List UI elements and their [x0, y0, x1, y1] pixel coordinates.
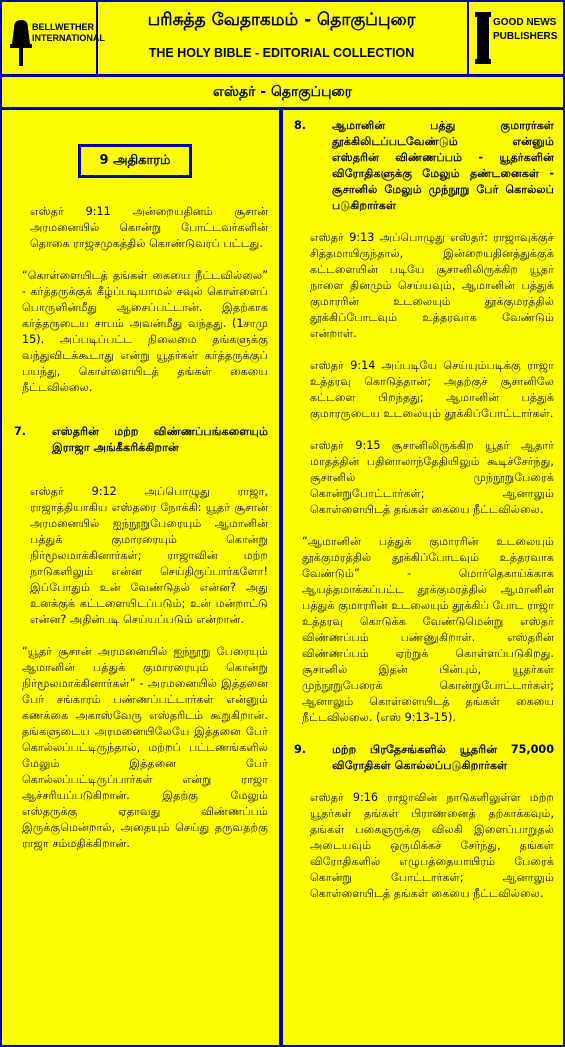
- section-title: மற்ற பிரதேசங்களில் யூதரின் 75,000 விரோதிகள் கொல்லப்படுகிறார்கள்: [332, 743, 554, 772]
- verse-9-13: எஸ்தர் 9:13 அப்பொழுது எஸ்தர்: ராஜாவுக்குச் சித்தமாயிருந்தால், இன்றையதினத்துக்குக் கட்டளையின் படியே சூசானிலிருக்கிற யூதர் நாளை தினமும் செய்யவும், ஆமானின் பத்துக் குமாரரின் உடலையும் தூக்குமரத்தில் தூக்கிப்போடவும் உத்தரவாக வேண்டும் என்றாள்.: [310, 231, 554, 340]
- left-logo-text: BELLWETHER INTERNATIONAL: [32, 22, 105, 43]
- right-logo-text: GOOD NEWS PUBLISHERS: [493, 17, 558, 42]
- verse-9-15: எஸ்தர் 9:15 சூசானிலிருக்கிற யூதர் ஆதார் மாதத்தின் பதினாலாந்தேதியிலும் கூடிச்சேர்ந்து, சூசானில் முந்நூறுபேரைக் கொன்றுபோட்டார்கள்; ஆனாலும் கொள்ளையிடத் தங்கள் கையை நீட்டவில்லை.: [310, 439, 554, 516]
- section-title: ஆமானின் பத்து குமாரர்கள் தூக்கிலிடப்படவேண்டும் என்னும் எஸ்தரின் விண்ணப்பம் - யூதர்களின் விரோதிகளுக்கு மேலும் தண்டனைகள் - சூசானில் மேலும் முந்நூறு பேர் கொல்லப் படுகிறார்கள்: [332, 119, 554, 212]
- section-heading-7: [14, 424, 268, 456]
- chapter-box: 9 அதிகாரம்: [78, 144, 192, 178]
- bellwether-logo: [2, 2, 105, 74]
- commentary-paragraph: “யூதர் சூசான் அரமனையில் ஐந்நூறு பேரையும் ஆமானின் பத்துக் குமாரரையும் கொன்று நிர்மூலமாக்கினார்கள்” - அரமனையில் இத்தனை பேர் சங்காரம் பண்ணப்பட்டார்கள் என்னும் கணக்கை அகாஸ்வேரு எஸ்தரிடம் கூறுகிறான். தங்களுடைய அரமனையிலேயே இத்தனை பேர் கொல்லப்பட்டிருந்தால், மற்றப் பட்டணங்களில் மேலும் இத்தனை பேர் கொல்லப்பட்டிருப்பார்கள் என்று ராஜா ஆச்சரியப்படுகிறான். இதற்கு மேலும் எஸ்தருக்கு ஏதாவது விண்ணப்பம் இருக்குமென்றால், அதையும் செய்து தருவதற்கு ராஜா சம்மதிக்கிறான்.: [22, 645, 268, 850]
- verse-9-14: எஸ்தர் 9:14 அப்படியே செய்யும்படிக்கு ராஜா உத்தரவு கொடுத்தான்; அதற்குச் சூசானிலே கட்டளை பிறந்தது; ஆமானின் பத்துக் குமாரருடைய உடலையும் தூக்கிப்போட்டார்கள்.: [310, 359, 554, 420]
- english-title: THE HOLY BIBLE - EDITORIAL COLLECTION: [148, 46, 415, 60]
- column-divider: [279, 110, 283, 1045]
- section-title: எஸ்தரின் மற்ற விண்ணப்பங்களையும் இராஜா அங்கீகரிக்கிறான்: [52, 425, 268, 454]
- section-number: 8.: [294, 119, 307, 132]
- verse-9-12: எஸ்தர் 9:12 அப்பொழுது ராஜா, ராஜாத்தியாகிய எஸ்தரை நோக்கி: யூதர் சூசான் அரமனையில் ஐந்நூறுபேரையும் ஆமானின் பத்துக் குமாரரையும் கொன்று நிர்மூலமாக்கினார்கள்; ராஜாவின் மற்ற நாடுகளிலும் என்ன செய்திருப்பார்களோ! இப்போதும் உன் வேண்டுதல் என்ன? அது உனக்குக் கட்டளையிடப்படும்; உன் மன்றாட்டு என்ன? அதின்படி செய்யப்படும் என்றான்.: [30, 485, 268, 626]
- verse-9-11: எஸ்தர் 9:11 அன்றையதினம் சூசான் அரமனையில் கொன்று போட்டவர்களின் தொகை ராஜசமுகத்தில் கொண்டுவரப் பட்டது.: [30, 205, 268, 250]
- good-news-logo: [467, 2, 565, 74]
- commentary-paragraph: “கொள்ளையிடத் தங்கள் கையை நீட்டவில்லை” - கர்த்தருக்குக் கீழ்ப்படியாமல் சவுல் கொள்ளைப் பொருளின்மீது ஆசைப்பட்டான். இதற்காக கர்த்தருடைய சாபம் அவன்மீது வந்தது. (1சாமு 15). அப்படிப்பட்ட நிலைமை தங்களுக்கு வந்துவிடக்கூடாது என்று யூதர்கள் கர்த்தருக்குப் பயந்து, கொள்ளையிடத் தங்கள் கையை நீட்டவில்லை.: [22, 269, 268, 394]
- right-column: [294, 118, 554, 918]
- header-titles: [98, 2, 465, 74]
- sub-title-bar: [0, 77, 565, 107]
- tamil-title: பரிசுத்த வேதாகமம் - தொகுப்புரை: [147, 10, 416, 30]
- section-number: 9.: [294, 743, 307, 756]
- left-column: [14, 116, 268, 868]
- section-heading-8: [294, 118, 554, 214]
- section-number: 7.: [14, 425, 27, 438]
- scroll-icon: [473, 10, 495, 68]
- verse-9-16: எஸ்தர் 9:16 ராஜாவின் நாடுகளிலுள்ள மற்ற யூதர்கள் தங்கள் பிராணனைத் தற்காக்கவும், தங்கள் பகைஞருக்கு விலகி இளைப்பாறுதல் அடையவும் ஒருமிக்கச் சேர்ந்து, தங்கள் விரோதிகளில் எழுபத்தையாயிரம் பேரைக் கொன்று போட்டார்கள்; ஆனாலும் கொள்ளையிடத் தங்கள் கையை நீட்டவில்லை.: [310, 791, 554, 900]
- section-heading-9: [294, 742, 554, 774]
- commentary-paragraph: “ஆமானின் பத்துக் குமாரரின் உடலையும் தூக்குமரத்தில் தூக்கிப்போடவும் உத்தரவாக வேண்டும்” - மொர்தெகாய்க்காக ஆயத்தமாக்கப்பட்ட தூக்குமரத்தில் ஆமானின் பத்துக் குமாரரின் உடலையும் தூக்கிப் போட ராஜா உத்தரவு கொடுக்க வேண்டுமென்று எஸ்தர் விண்ணப்பம் பண்ணுகிறாள். எஸ்தரின் விண்ணப்பம் ஏற்றுக் கொள்ளப்படுகிறது. சூசானில் இதன் பின்பும், யூதர்கள் முந்நூறுபேரைக் கொன்றுபோட்டார்கள்; ஆனாலும் கொள்ளையிடத் தங்கள் கையை நீட்டவில்லை. (எஸ் 9:13-15).: [302, 535, 554, 724]
- sub-title: எஸ்தர் - தொகுப்புரை: [213, 84, 352, 100]
